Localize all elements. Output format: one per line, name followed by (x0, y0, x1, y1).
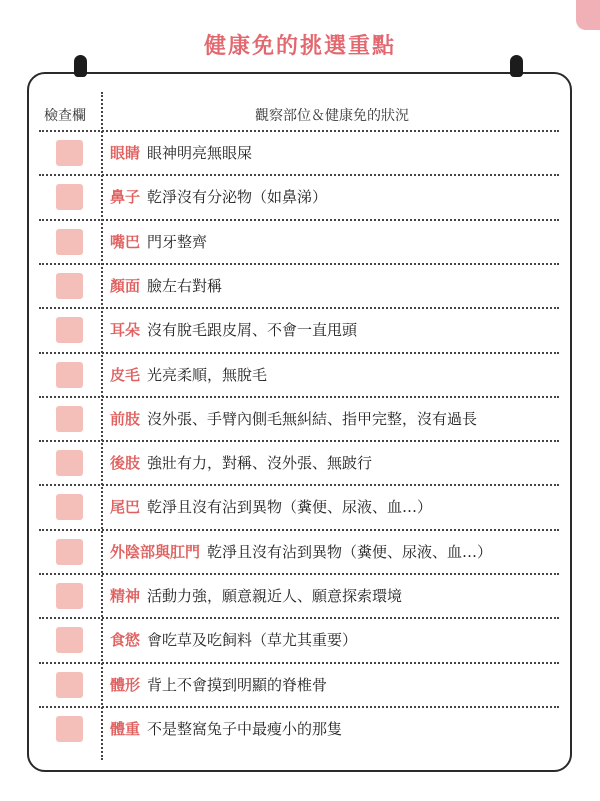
condition-description: 強壯有力，對稱、沒外張、無跛行 (147, 454, 373, 473)
checklist-row (29, 485, 570, 529)
page-title: 健康免的挑選重點 (203, 34, 396, 59)
body-part-label: 精神 (110, 587, 141, 605)
checklist-row (29, 397, 570, 441)
condition-description: 背上不會摸到明顯的脊椎骨 (147, 675, 328, 694)
body-part-label: 鼻子 (110, 188, 141, 207)
row-text (110, 308, 357, 352)
check-box[interactable] (56, 229, 83, 255)
row-text (110, 131, 252, 175)
check-box[interactable] (56, 583, 83, 609)
check-box[interactable] (56, 140, 83, 166)
check-box[interactable] (56, 539, 83, 565)
check-box[interactable] (56, 450, 83, 476)
check-box[interactable] (56, 672, 83, 698)
body-part-label: 外陰部與肛門 (110, 542, 201, 561)
body-part-label: 顏面 (110, 276, 141, 295)
checklist-row (29, 131, 570, 175)
check-box[interactable] (56, 716, 83, 742)
checklist-row (29, 175, 570, 219)
condition-description: 臉左右對稱 (147, 276, 223, 295)
row-text (110, 397, 477, 441)
check-box[interactable] (56, 627, 83, 653)
condition-description: 活動力強，願意親近人、願意探索環境 (147, 587, 403, 605)
checklist-row (29, 574, 570, 618)
checklist-row (29, 308, 570, 352)
row-text (110, 618, 357, 662)
row-text (110, 574, 402, 618)
body-part-label: 嘴巴 (110, 232, 141, 251)
binder-ring-right (510, 55, 523, 77)
checklist-row (29, 618, 570, 662)
row-text (110, 530, 492, 574)
checklist-row (29, 264, 570, 308)
body-part-label: 皮毛 (110, 365, 141, 384)
row-text (110, 220, 207, 264)
body-part-label: 後肢 (110, 454, 141, 473)
checklist-row (29, 707, 570, 751)
condition-description: 會吃草及吃飼料（草尤其重要） (147, 631, 358, 650)
row-text (110, 663, 327, 707)
check-box[interactable] (56, 362, 83, 388)
row-text (110, 485, 432, 529)
condition-description: 不是整窩兔子中最瘦小的那隻 (147, 719, 343, 738)
body-part-label: 耳朵 (110, 321, 141, 340)
check-box[interactable] (56, 317, 83, 343)
body-part-label: 前肢 (110, 409, 141, 428)
condition-description: 眼神明亮無眼屎 (147, 144, 253, 162)
condition-description: 沒有脫毛跟皮屑、不會一直甩頭 (147, 321, 358, 340)
condition-description: 乾淨且沒有沾到異物（糞便、尿液、血…） (207, 542, 493, 561)
body-part-label: 體形 (110, 675, 141, 694)
check-box[interactable] (56, 494, 83, 520)
check-column-header: 檢查欄 (44, 108, 86, 124)
checklist-row (29, 663, 570, 707)
row-text (110, 707, 342, 751)
table-header (29, 92, 570, 128)
condition-description: 乾淨沒有分泌物（如鼻涕） (147, 188, 328, 207)
body-part-label: 尾巴 (110, 498, 141, 517)
checklist-row (29, 353, 570, 397)
row-text (110, 264, 222, 308)
body-part-label: 體重 (110, 719, 141, 738)
observation-column-header: 觀察部位＆健康免的狀況 (255, 108, 409, 124)
checklist-card (27, 72, 572, 772)
corner-tab (576, 0, 600, 30)
check-box[interactable] (56, 184, 83, 210)
checklist-row (29, 530, 570, 574)
row-text (110, 353, 267, 397)
body-part-label: 食慾 (110, 631, 141, 650)
row-text (110, 175, 327, 219)
checklist-row (29, 220, 570, 264)
binder-ring-left (74, 55, 87, 77)
body-part-label: 眼睛 (110, 144, 141, 162)
condition-description: 沒外張、手臂內側毛無糾結、指甲完整，沒有過長 (147, 409, 478, 428)
condition-description: 光亮柔順，無脫毛 (147, 365, 268, 384)
check-box[interactable] (56, 273, 83, 299)
condition-description: 門牙整齊 (147, 232, 208, 251)
check-box[interactable] (56, 406, 83, 432)
checklist-row (29, 441, 570, 485)
row-text (110, 441, 372, 485)
condition-description: 乾淨且沒有沾到異物（糞便、尿液、血…） (147, 498, 433, 517)
